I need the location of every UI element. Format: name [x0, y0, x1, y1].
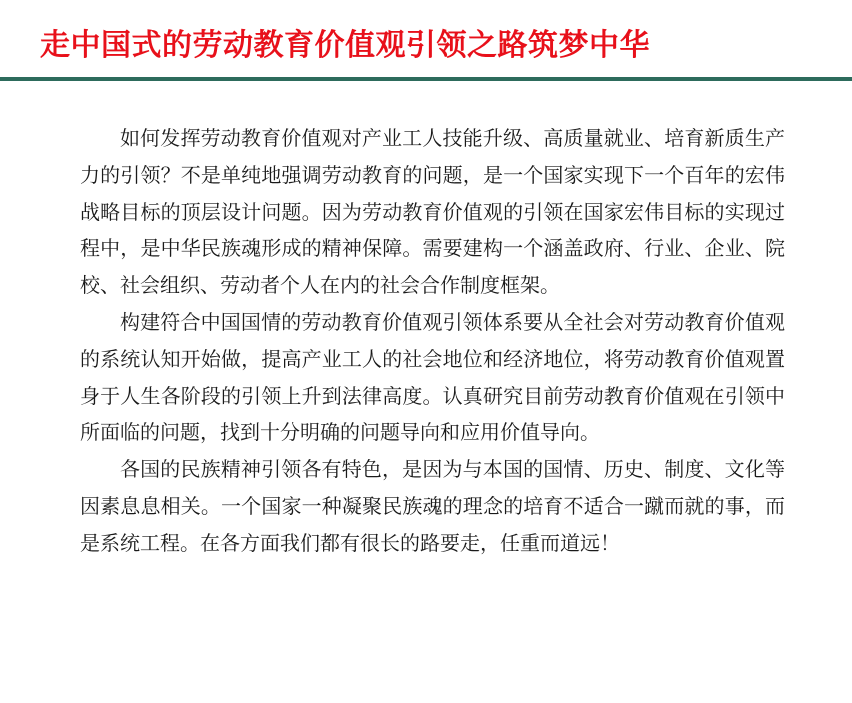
paragraph-2: 构建符合中国国情的劳动教育价值观引领体系要从全社会对劳动教育价值观的系统认知开始做，提高产业工人的社会地位和经济地位，将劳动教育价值观置身于人生各阶段的引领上升到法律高度。认真研究目前劳动教育价值观在引领中所面临的问题，找到十分明确的问题导向和应用价值导向。 [80, 309, 785, 445]
paragraph-1: 如何发挥劳动教育价值观对产业工人技能升级、高质量就业、培育新质生产力的引领？不是单纯地强调劳动教育的问题，是一个国家实现下一个百年的宏伟战略目标的顶层设计问题。因为劳动教育价值观的引领在国家宏伟目标的实现过程中，是中华民族魂形成的精神保障。需要建构一个涵盖政府、行业、企业、院校、社会组织、劳动者个人在内的社会合作制度框架。 [80, 126, 785, 298]
page-title: 走中国式的劳动教育价值观引领之路筑梦中华 [40, 28, 650, 63]
title-divider [0, 77, 852, 81]
paragraph-3: 各国的民族精神引领各有特色，是因为与本国的国情、历史、制度、文化等因素息息相关。一个国家一种凝聚民族魂的理念的培育不适合一蹴而就的事，而是系统工程。在各方面我们都有很长的路要走，任重而道远！ [80, 457, 785, 555]
body-text [80, 120, 785, 562]
